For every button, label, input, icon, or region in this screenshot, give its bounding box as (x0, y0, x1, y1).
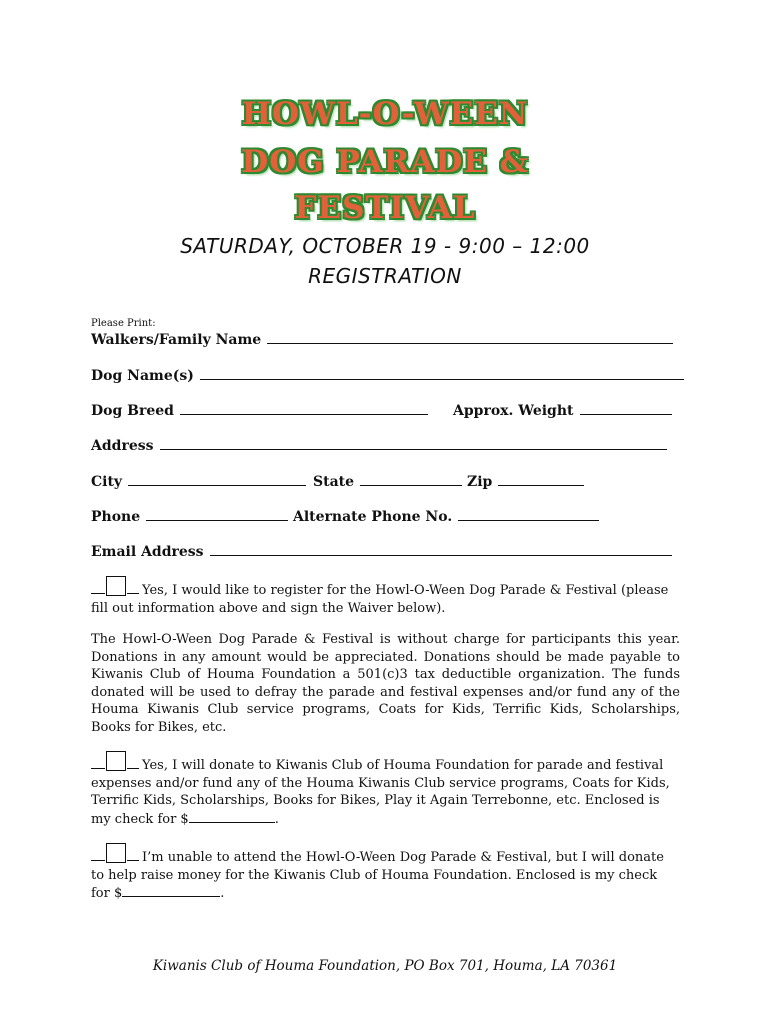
dog-breed-input[interactable] (180, 402, 428, 415)
dog-names-label: Dog Name(s) (91, 368, 194, 384)
dog-breed-field[interactable] (91, 402, 428, 419)
city-label: City (91, 474, 123, 490)
zip-field[interactable] (467, 473, 584, 490)
walkers-family-name-label: Walkers/Family Name (91, 332, 262, 348)
email-address-field[interactable] (91, 543, 672, 560)
dog-names-field[interactable] (91, 367, 684, 384)
city-field[interactable] (91, 473, 306, 490)
city-input[interactable] (128, 473, 306, 486)
walkers-family-name-field[interactable] (91, 331, 673, 348)
phone-input[interactable] (146, 508, 288, 521)
donate-amount-input[interactable] (189, 810, 275, 823)
unable-amount-input[interactable] (122, 884, 220, 897)
alternate-phone-input[interactable] (458, 508, 599, 521)
approx-weight-input[interactable] (580, 402, 672, 415)
address-input[interactable] (160, 437, 667, 450)
register-checkbox[interactable] (106, 576, 126, 596)
state-input[interactable] (360, 473, 462, 486)
phone-field[interactable] (91, 508, 288, 525)
dog-breed-label: Dog Breed (91, 403, 174, 419)
title-line-2: DOG PARADE & (241, 144, 529, 180)
alternate-phone-label: Alternate Phone No. (293, 509, 453, 525)
please-print-label: Please Print: (91, 318, 156, 329)
zip-input[interactable] (498, 473, 584, 486)
registration-heading: REGISTRATION (308, 264, 462, 288)
zip-label: Zip (467, 474, 493, 490)
register-option (91, 576, 680, 617)
donation-info-paragraph: The Howl-O-Ween Dog Parade & Festival is without charge for participants this year. Donations in any amount would be appreciated. Donations should be made payable to Kiwanis Club of Houma Foundation a 501(c)3 tax deductible organization. The funds donated will be used to defray the parade and festival expenses and/or fund any of the Houma Kiwanis Club service programs, Coats for Kids, Terrific Kids, Scholarships, Books for Bikes, etc. (91, 632, 680, 735)
register-option-text: Yes, I would like to register for the Howl-O-Ween Dog Parade & Festival (please fill out information above and sign the Waiver below). (91, 583, 669, 616)
walkers-family-name-input[interactable] (267, 331, 673, 344)
state-field[interactable] (313, 473, 462, 490)
donate-option-text: Yes, I will donate to Kiwanis Club of Houma Foundation for parade and festival expenses and/or fund any of the Houma Kiwanis Club service programs, Coats for Kids, Terrific Kids, Scholarships, Books for Bikes, Play it Again Terrebonne, etc. Enclosed is my check for $ (91, 758, 670, 827)
dog-names-input[interactable] (200, 367, 684, 380)
phone-label: Phone (91, 509, 141, 525)
approx-weight-field[interactable] (453, 402, 672, 419)
alternate-phone-field[interactable] (293, 508, 599, 525)
footer-address: Kiwanis Club of Houma Foundation, PO Box 701, Houma, LA 70361 (152, 958, 618, 974)
unable-option: I’m unable to attend the Howl-O-Ween Dog Parade & Festival, but I will donate to help raise money for the Kiwanis Club of Houma Foundation. Enclosed is my check for $ . (91, 843, 680, 903)
state-label: State (313, 474, 355, 490)
email-address-input[interactable] (210, 543, 672, 556)
unable-option-text: I’m unable to attend the Howl-O-Ween Dog Parade & Festival, but I will donate to help raise money for the Kiwanis Club of Houma Foundation. Enclosed is my check for $ (91, 850, 664, 901)
title-line-1: HOWL-O-WEEN (241, 96, 529, 132)
address-field[interactable] (91, 437, 667, 454)
approx-weight-label: Approx. Weight (453, 403, 574, 419)
donate-checkbox[interactable] (106, 751, 126, 771)
unable-checkbox[interactable] (106, 843, 126, 863)
address-label: Address (91, 438, 154, 454)
donate-option: Yes, I will donate to Kiwanis Club of Houma Foundation for parade and festival expenses and/or fund any of the Houma Kiwanis Club service programs, Coats for Kids, Terrific Kids, Scholarships, Books for Bikes, Play it Again Terrebonne, etc. Enclosed is my check for $ . (91, 751, 680, 828)
event-date: SATURDAY, OCTOBER 19 - 9:00 – 12:00 (180, 234, 590, 258)
title-line-3: FESTIVAL (294, 190, 476, 226)
email-address-label: Email Address (91, 544, 204, 560)
